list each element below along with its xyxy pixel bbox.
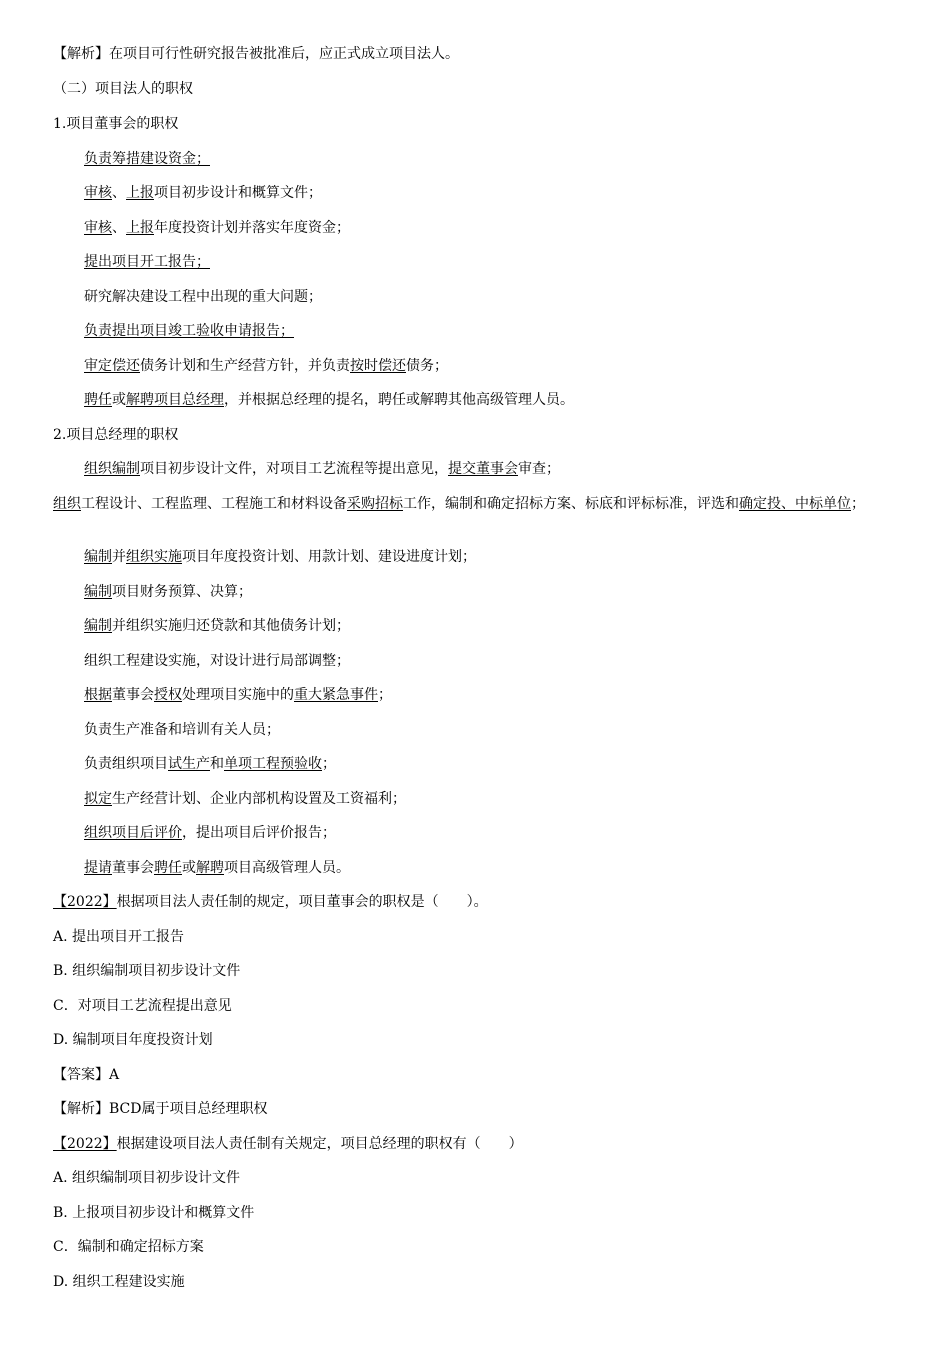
line-8 xyxy=(84,287,898,307)
text-span: 项目年度投资计划、用款计划、建设进度计划； xyxy=(182,549,476,565)
question-2-option-d xyxy=(53,1272,898,1292)
line-21 xyxy=(84,754,898,774)
line-13 xyxy=(84,459,898,479)
line-18 xyxy=(84,651,898,671)
text-span: 处理项目实施中的 xyxy=(182,687,294,703)
text-span: ，提出项目后评价报告； xyxy=(182,825,336,841)
line-12 xyxy=(53,425,898,445)
text-span: 【解析】在项目可行性研究报告被批准后，应正式成立项目法人。 xyxy=(53,46,459,62)
text-span: C．对项目工艺流程提出意见 xyxy=(53,998,232,1014)
line-17 xyxy=(84,616,898,636)
line-1 xyxy=(53,44,898,64)
underlined-text: 聘任 xyxy=(154,860,182,876)
text-span: 生产经营计划、企业内部机构设置及工资福利； xyxy=(112,791,406,807)
underlined-text: 编制 xyxy=(84,584,112,600)
line-7 xyxy=(84,252,898,272)
line-9 xyxy=(84,321,898,341)
underlined-text: 审核 xyxy=(84,185,112,201)
text-span: 项目初步设计和概算文件； xyxy=(154,185,322,201)
underlined-text: 授权 xyxy=(154,687,182,703)
underlined-text: 提出项目开工报告； xyxy=(84,254,210,270)
question-1-option-b xyxy=(53,961,898,981)
text-span: 并 xyxy=(112,549,126,565)
underlined-text: 组织 xyxy=(53,496,81,512)
line-16 xyxy=(84,582,898,602)
question-2-option-a xyxy=(53,1168,898,1188)
text-span: 、 xyxy=(112,185,126,201)
underlined-text: 负责筹措建设资金； xyxy=(84,151,210,167)
text-span: ； xyxy=(378,687,392,703)
underlined-text: 重大紧急事件 xyxy=(294,687,378,703)
line-3 xyxy=(53,114,898,134)
underlined-text: 上报 xyxy=(126,220,154,236)
underlined-text: 【2022】 xyxy=(53,894,117,910)
text-span: 1.项目董事会的职权 xyxy=(53,116,179,132)
text-span: 或 xyxy=(182,860,196,876)
text-span: 项目财务预算、决算； xyxy=(112,584,252,600)
line-2 xyxy=(53,79,898,99)
text-span: A. 提出项目开工报告 xyxy=(53,929,185,945)
underlined-text: 解聘 xyxy=(196,860,224,876)
text-span: 【解析】BCD属于项目总经理职权 xyxy=(53,1101,268,1117)
text-span: 并组织实施归还贷款和其他债务计划； xyxy=(112,618,350,634)
question-1-option-d xyxy=(53,1030,898,1050)
text-span: 组织工程建设实施，对设计进行局部调整； xyxy=(84,653,350,669)
question-2-stem xyxy=(53,1134,898,1154)
question-1-option-c xyxy=(53,996,898,1016)
underlined-text: 根据 xyxy=(84,687,112,703)
text-span: 董事会 xyxy=(112,687,154,703)
line-24 xyxy=(84,858,898,878)
question-1-option-a xyxy=(53,927,898,947)
text-span: C．编制和确定招标方案 xyxy=(53,1239,204,1255)
text-span: 年度投资计划并落实年度资金； xyxy=(154,220,350,236)
underlined-text: 编制 xyxy=(84,618,112,634)
underlined-text: 单项工程预验收 xyxy=(224,756,322,772)
text-span: ，并根据总经理的提名，聘任或解聘其他高级管理人员。 xyxy=(224,392,574,408)
underlined-text: 试生产 xyxy=(168,756,210,772)
underlined-text: 解聘项目总经理 xyxy=(126,392,224,408)
line-11 xyxy=(84,390,898,410)
line-19 xyxy=(84,685,898,705)
underlined-text: 编制 xyxy=(84,549,112,565)
underlined-text: 审核 xyxy=(84,220,112,236)
line-20 xyxy=(84,720,898,740)
line-14 xyxy=(53,494,898,514)
text-span: ； xyxy=(851,496,865,512)
underlined-text: 拟定 xyxy=(84,791,112,807)
text-span: 或 xyxy=(112,392,126,408)
text-span: 根据建设项目法人责任制有关规定，项目总经理的职权有（ ） xyxy=(116,1136,523,1152)
line-15 xyxy=(84,547,898,567)
text-span: B. 上报项目初步设计和概算文件 xyxy=(53,1205,255,1221)
text-span: 债务； xyxy=(406,358,448,374)
question-1-analysis xyxy=(53,1099,898,1119)
line-6 xyxy=(84,218,898,238)
question-1-stem xyxy=(53,892,898,912)
text-span: D. 组织工程建设实施 xyxy=(53,1274,185,1290)
text-span: 工程设计、工程监理、工程施工和材料设备 xyxy=(81,496,347,512)
text-span: ； xyxy=(322,756,336,772)
text-span: 负责生产准备和培训有关人员； xyxy=(84,722,280,738)
text-span: 董事会 xyxy=(112,860,154,876)
underlined-text: 提请 xyxy=(84,860,112,876)
text-span: 根据项目法人责任制的规定，项目董事会的职权是（ ）。 xyxy=(116,894,488,910)
text-span: 研究解决建设工程中出现的重大问题； xyxy=(84,289,322,305)
text-span: 、 xyxy=(112,220,126,236)
text-span: （二）项目法人的职权 xyxy=(53,81,193,97)
underlined-text: 按时偿还 xyxy=(350,358,406,374)
text-span: A. 组织编制项目初步设计文件 xyxy=(53,1170,241,1186)
underlined-text: 【2022】 xyxy=(53,1136,117,1152)
text-span: 项目初步设计文件，对项目工艺流程等提出意见， xyxy=(140,461,448,477)
question-2-option-b xyxy=(53,1203,898,1223)
text-span: B. 组织编制项目初步设计文件 xyxy=(53,963,241,979)
line-22 xyxy=(84,789,898,809)
text-span: D. 编制项目年度投资计划 xyxy=(53,1032,213,1048)
text-span: 债务计划和生产经营方针，并负责 xyxy=(140,358,350,374)
text-span: 和 xyxy=(210,756,224,772)
underlined-text: 组织项目后评价 xyxy=(84,825,182,841)
underlined-text: 上报 xyxy=(126,185,154,201)
text-span: 【答案】A xyxy=(53,1067,120,1083)
underlined-text: 审定偿还 xyxy=(84,358,140,374)
text-span: 工作，编制和确定招标方案、标底和评标标准，评选和 xyxy=(403,496,739,512)
line-10 xyxy=(84,356,898,376)
line-5 xyxy=(84,183,898,203)
underlined-text: 组织编制 xyxy=(84,461,140,477)
text-span: 负责组织项目 xyxy=(84,756,168,772)
underlined-text: 确定投、中标单位 xyxy=(739,496,851,512)
underlined-text: 提交董事会 xyxy=(448,461,518,477)
underlined-text: 聘任 xyxy=(84,392,112,408)
question-2-option-c xyxy=(53,1237,898,1257)
text-span: 2.项目总经理的职权 xyxy=(53,427,179,443)
text-span: 项目高级管理人员。 xyxy=(224,860,350,876)
underlined-text: 组织实施 xyxy=(126,549,182,565)
line-4 xyxy=(84,149,898,169)
underlined-text: 负责提出项目竣工验收申请报告； xyxy=(84,323,294,339)
text-span: 审查； xyxy=(518,461,560,477)
question-1-answer xyxy=(53,1065,898,1085)
underlined-text: 采购招标 xyxy=(347,496,403,512)
line-23 xyxy=(84,823,898,843)
